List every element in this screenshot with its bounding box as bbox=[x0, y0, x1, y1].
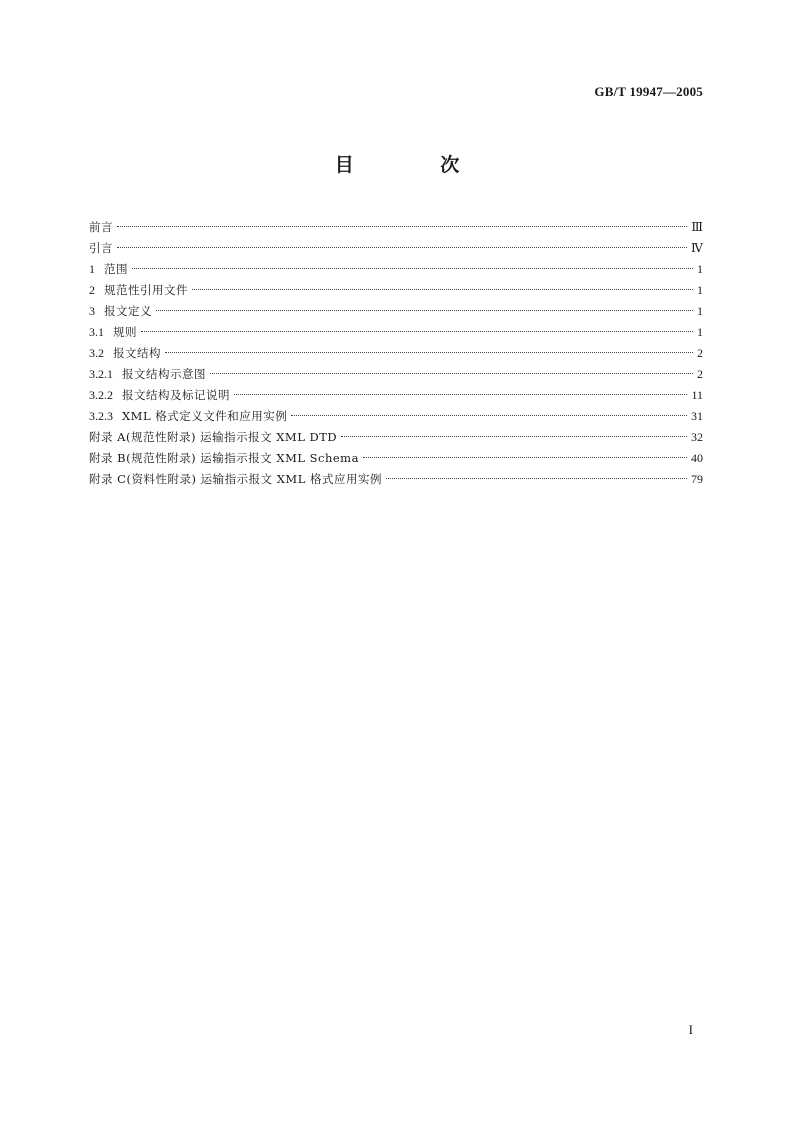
toc-entry-scope[interactable] bbox=[89, 259, 703, 280]
toc-entry-message-definition[interactable] bbox=[89, 301, 703, 322]
toc-entry-rules[interactable] bbox=[89, 322, 703, 343]
toc-leader-dots bbox=[132, 268, 693, 269]
toc-entry-label: 附录 C(资料性附录) 运输指示报文 XML 格式应用实例 bbox=[89, 472, 382, 486]
toc-entry-number: 1 bbox=[89, 262, 95, 276]
toc-leader-dots bbox=[386, 478, 687, 479]
toc-entry-page: 40 bbox=[691, 451, 703, 465]
toc-entry-appendix-c[interactable] bbox=[89, 469, 703, 490]
toc-entry-page: 1 bbox=[697, 283, 703, 297]
toc-entry-label: 范围 bbox=[104, 262, 128, 276]
toc-entry-label: 附录 B(规范性附录) 运输指示报文 XML Schema bbox=[89, 451, 359, 465]
toc-leader-dots bbox=[117, 247, 687, 248]
toc-entry-page: 79 bbox=[691, 472, 703, 486]
toc-leader-dots bbox=[156, 310, 693, 311]
toc-entry-label: 报文结构 bbox=[113, 346, 161, 360]
toc-entry-page: 31 bbox=[691, 409, 703, 423]
toc-entry-page: 2 bbox=[697, 367, 703, 381]
toc-entry-page: 1 bbox=[697, 304, 703, 318]
toc-entry-structure-diagram[interactable] bbox=[89, 364, 703, 385]
standard-code: GB/T 19947—2005 bbox=[594, 84, 703, 99]
toc-leader-dots bbox=[234, 394, 687, 395]
toc-entry-label: 报文定义 bbox=[104, 304, 152, 318]
toc-leader-dots bbox=[192, 289, 693, 290]
toc-entry-number: 3.1 bbox=[89, 325, 104, 339]
toc-entry-label: 报文结构及标记说明 bbox=[122, 388, 230, 402]
toc-entry-page: 1 bbox=[697, 325, 703, 339]
toc-entry-appendix-b[interactable] bbox=[89, 448, 703, 469]
page-number: I bbox=[688, 1022, 693, 1037]
toc-entry-page: 1 bbox=[697, 262, 703, 276]
toc-entry-page: Ⅳ bbox=[691, 241, 703, 255]
table-of-contents bbox=[89, 217, 703, 490]
toc-entry-number: 2 bbox=[89, 283, 95, 297]
toc-entry-label: 报文结构示意图 bbox=[122, 367, 206, 381]
toc-entry-number: 3.2.1 bbox=[89, 367, 113, 381]
toc-entry-page: Ⅲ bbox=[691, 220, 703, 234]
toc-entry-number: 3.2.2 bbox=[89, 388, 113, 402]
toc-entry-number: 3 bbox=[89, 304, 95, 318]
toc-entry-foreword[interactable] bbox=[89, 217, 703, 238]
toc-entry-page: 11 bbox=[691, 388, 703, 402]
toc-entry-label: 附录 A(规范性附录) 运输指示报文 XML DTD bbox=[89, 430, 338, 444]
toc-entry-page: 2 bbox=[697, 346, 703, 360]
toc-leader-dots bbox=[117, 226, 687, 227]
toc-leader-dots bbox=[165, 352, 693, 353]
toc-leader-dots bbox=[210, 373, 693, 374]
toc-entry-number: 3.2.3 bbox=[89, 409, 113, 423]
toc-entry-message-structure[interactable] bbox=[89, 343, 703, 364]
toc-entry-page: 32 bbox=[691, 430, 703, 444]
toc-leader-dots bbox=[141, 331, 693, 332]
toc-entry-label: XML 格式定义文件和应用实例 bbox=[122, 409, 288, 423]
toc-entry-label: 规范性引用文件 bbox=[104, 283, 188, 297]
toc-entry-normative-references[interactable] bbox=[89, 280, 703, 301]
toc-leader-dots bbox=[291, 415, 687, 416]
toc-entry-structure-and-tags[interactable] bbox=[89, 385, 703, 406]
toc-entry-appendix-a[interactable] bbox=[89, 427, 703, 448]
toc-leader-dots bbox=[363, 457, 687, 458]
toc-entry-introduction[interactable] bbox=[89, 238, 703, 259]
toc-entry-number: 3.2 bbox=[89, 346, 104, 360]
toc-leader-dots bbox=[341, 436, 687, 437]
toc-entry-label: 引言 bbox=[89, 241, 113, 255]
toc-entry-xml-definition[interactable] bbox=[89, 406, 703, 427]
toc-title: 目 次 bbox=[334, 154, 500, 176]
toc-entry-label: 前言 bbox=[89, 220, 113, 234]
toc-entry-label: 规则 bbox=[113, 325, 137, 339]
